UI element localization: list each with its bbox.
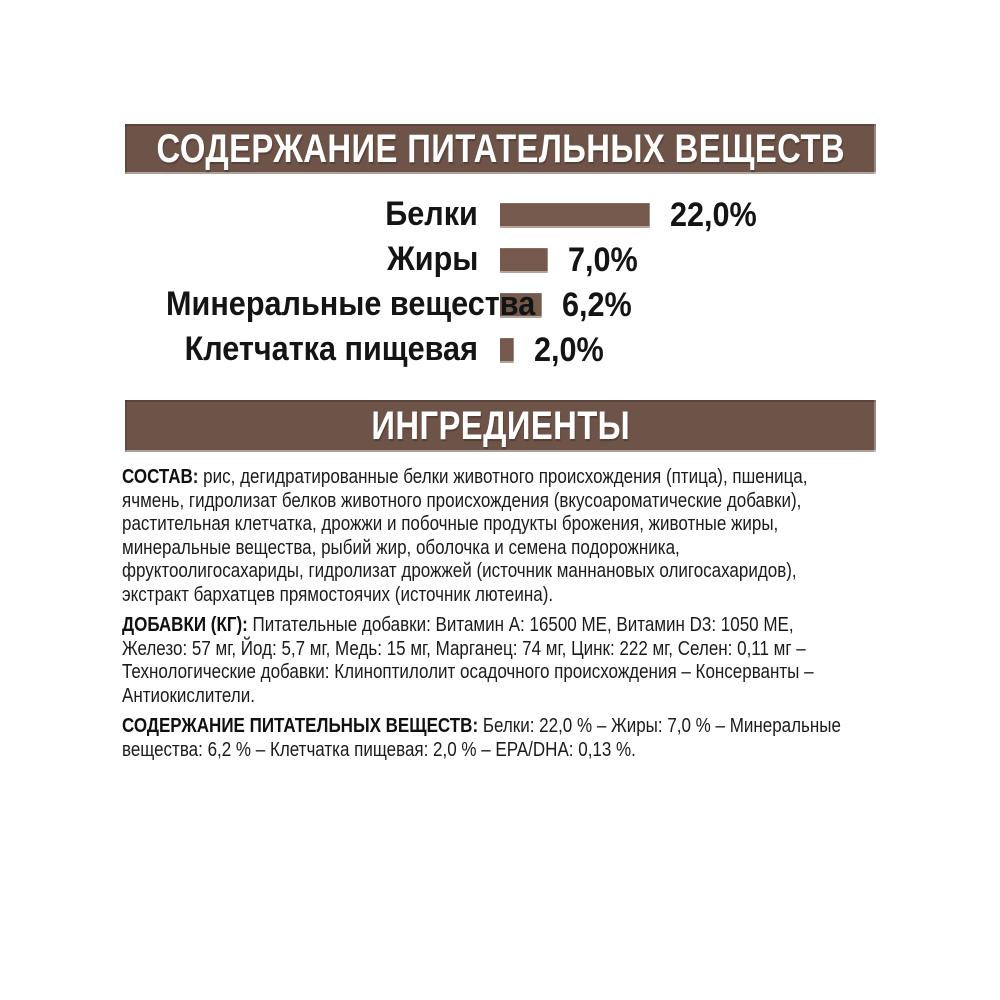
composition-paragraph: [122, 466, 862, 607]
ingredients-header-banner: [125, 400, 876, 452]
chart-label-cell: [125, 239, 478, 278]
additives-paragraph-label: ДОБАВКИ (КГ):: [122, 614, 248, 636]
nutrients-bar-chart: [125, 194, 876, 369]
chart-category-label: Минеральные вещества: [166, 284, 536, 323]
nutrient-content-paragraph: [122, 715, 862, 762]
chart-value-label: 7,0%: [567, 241, 638, 279]
chart-category-label: Белки: [385, 194, 478, 233]
chart-row-fats: [125, 239, 876, 279]
chart-row-fiber: [125, 329, 876, 369]
ingredients-header-title: ИНГРЕДИЕНТЫ: [371, 403, 630, 448]
chart-bar: [500, 203, 650, 228]
nutrient-content-paragraph-text: Белки: 22,0 % – Жиры: 7,0 % – Минеральные вещества: 6,2 % – Клетчатка пищевая: 2,0 % – EPA/DHA: 0,13 %.: [122, 715, 841, 761]
additives-paragraph-text: Питательные добавки: Витамин A: 16500 МЕ, Витамин D3: 1050 МЕ, Железо: 57 мг, Йод: 5,7 мг, Медь: 15 мг, Марганец: 74 мг, Цинк: 222 мг, Селен: 0,11 мг – Технологические добавки: Клиноптилолит осадочного происхождения – Консерванты – Антиокислители.: [122, 614, 814, 707]
nutrients-header-banner: [125, 124, 876, 174]
chart-bar: [500, 248, 548, 273]
nutrient-content-paragraph-label: СОДЕРЖАНИЕ ПИТАТЕЛЬНЫХ ВЕЩЕСТВ:: [122, 715, 479, 737]
chart-label-cell: [125, 329, 478, 368]
nutrients-header-title: СОДЕРЖАНИЕ ПИТАТЕЛЬНЫХ ВЕЩЕСТВ: [156, 126, 845, 171]
composition-paragraph-text: рис, дегидратированные белки животного происхождения (птица), пшеница, ячмень, гидролизат белков животного происхождения (вкусоароматические добавки), растительная клетчатка, дрожжи и побочные продукты брожения, животные жиры, минеральные вещества, рыбий жир, оболочка и семена подорожника, фруктоолигосахариды, гидролизат дрожжей (источник маннановых олигосахаридов), экстракт бархатцев прямостоячих (источник лютеина).: [122, 466, 808, 606]
ingredients-text-block: [122, 466, 992, 769]
chart-label-cell: [125, 194, 478, 233]
chart-label-cell: [125, 284, 536, 323]
chart-category-label: Жиры: [386, 239, 478, 278]
chart-value-label: 22,0%: [669, 196, 757, 234]
chart-bar: [500, 338, 514, 363]
chart-row-proteins: [125, 194, 876, 234]
chart-row-minerals: [125, 284, 876, 324]
additives-paragraph: [122, 614, 862, 708]
chart-category-label: Клетчатка пищевая: [184, 329, 478, 368]
chart-value-label: 2,0%: [533, 331, 604, 369]
chart-value-label: 6,2%: [562, 286, 632, 324]
composition-paragraph-label: СОСТАВ:: [122, 466, 199, 488]
